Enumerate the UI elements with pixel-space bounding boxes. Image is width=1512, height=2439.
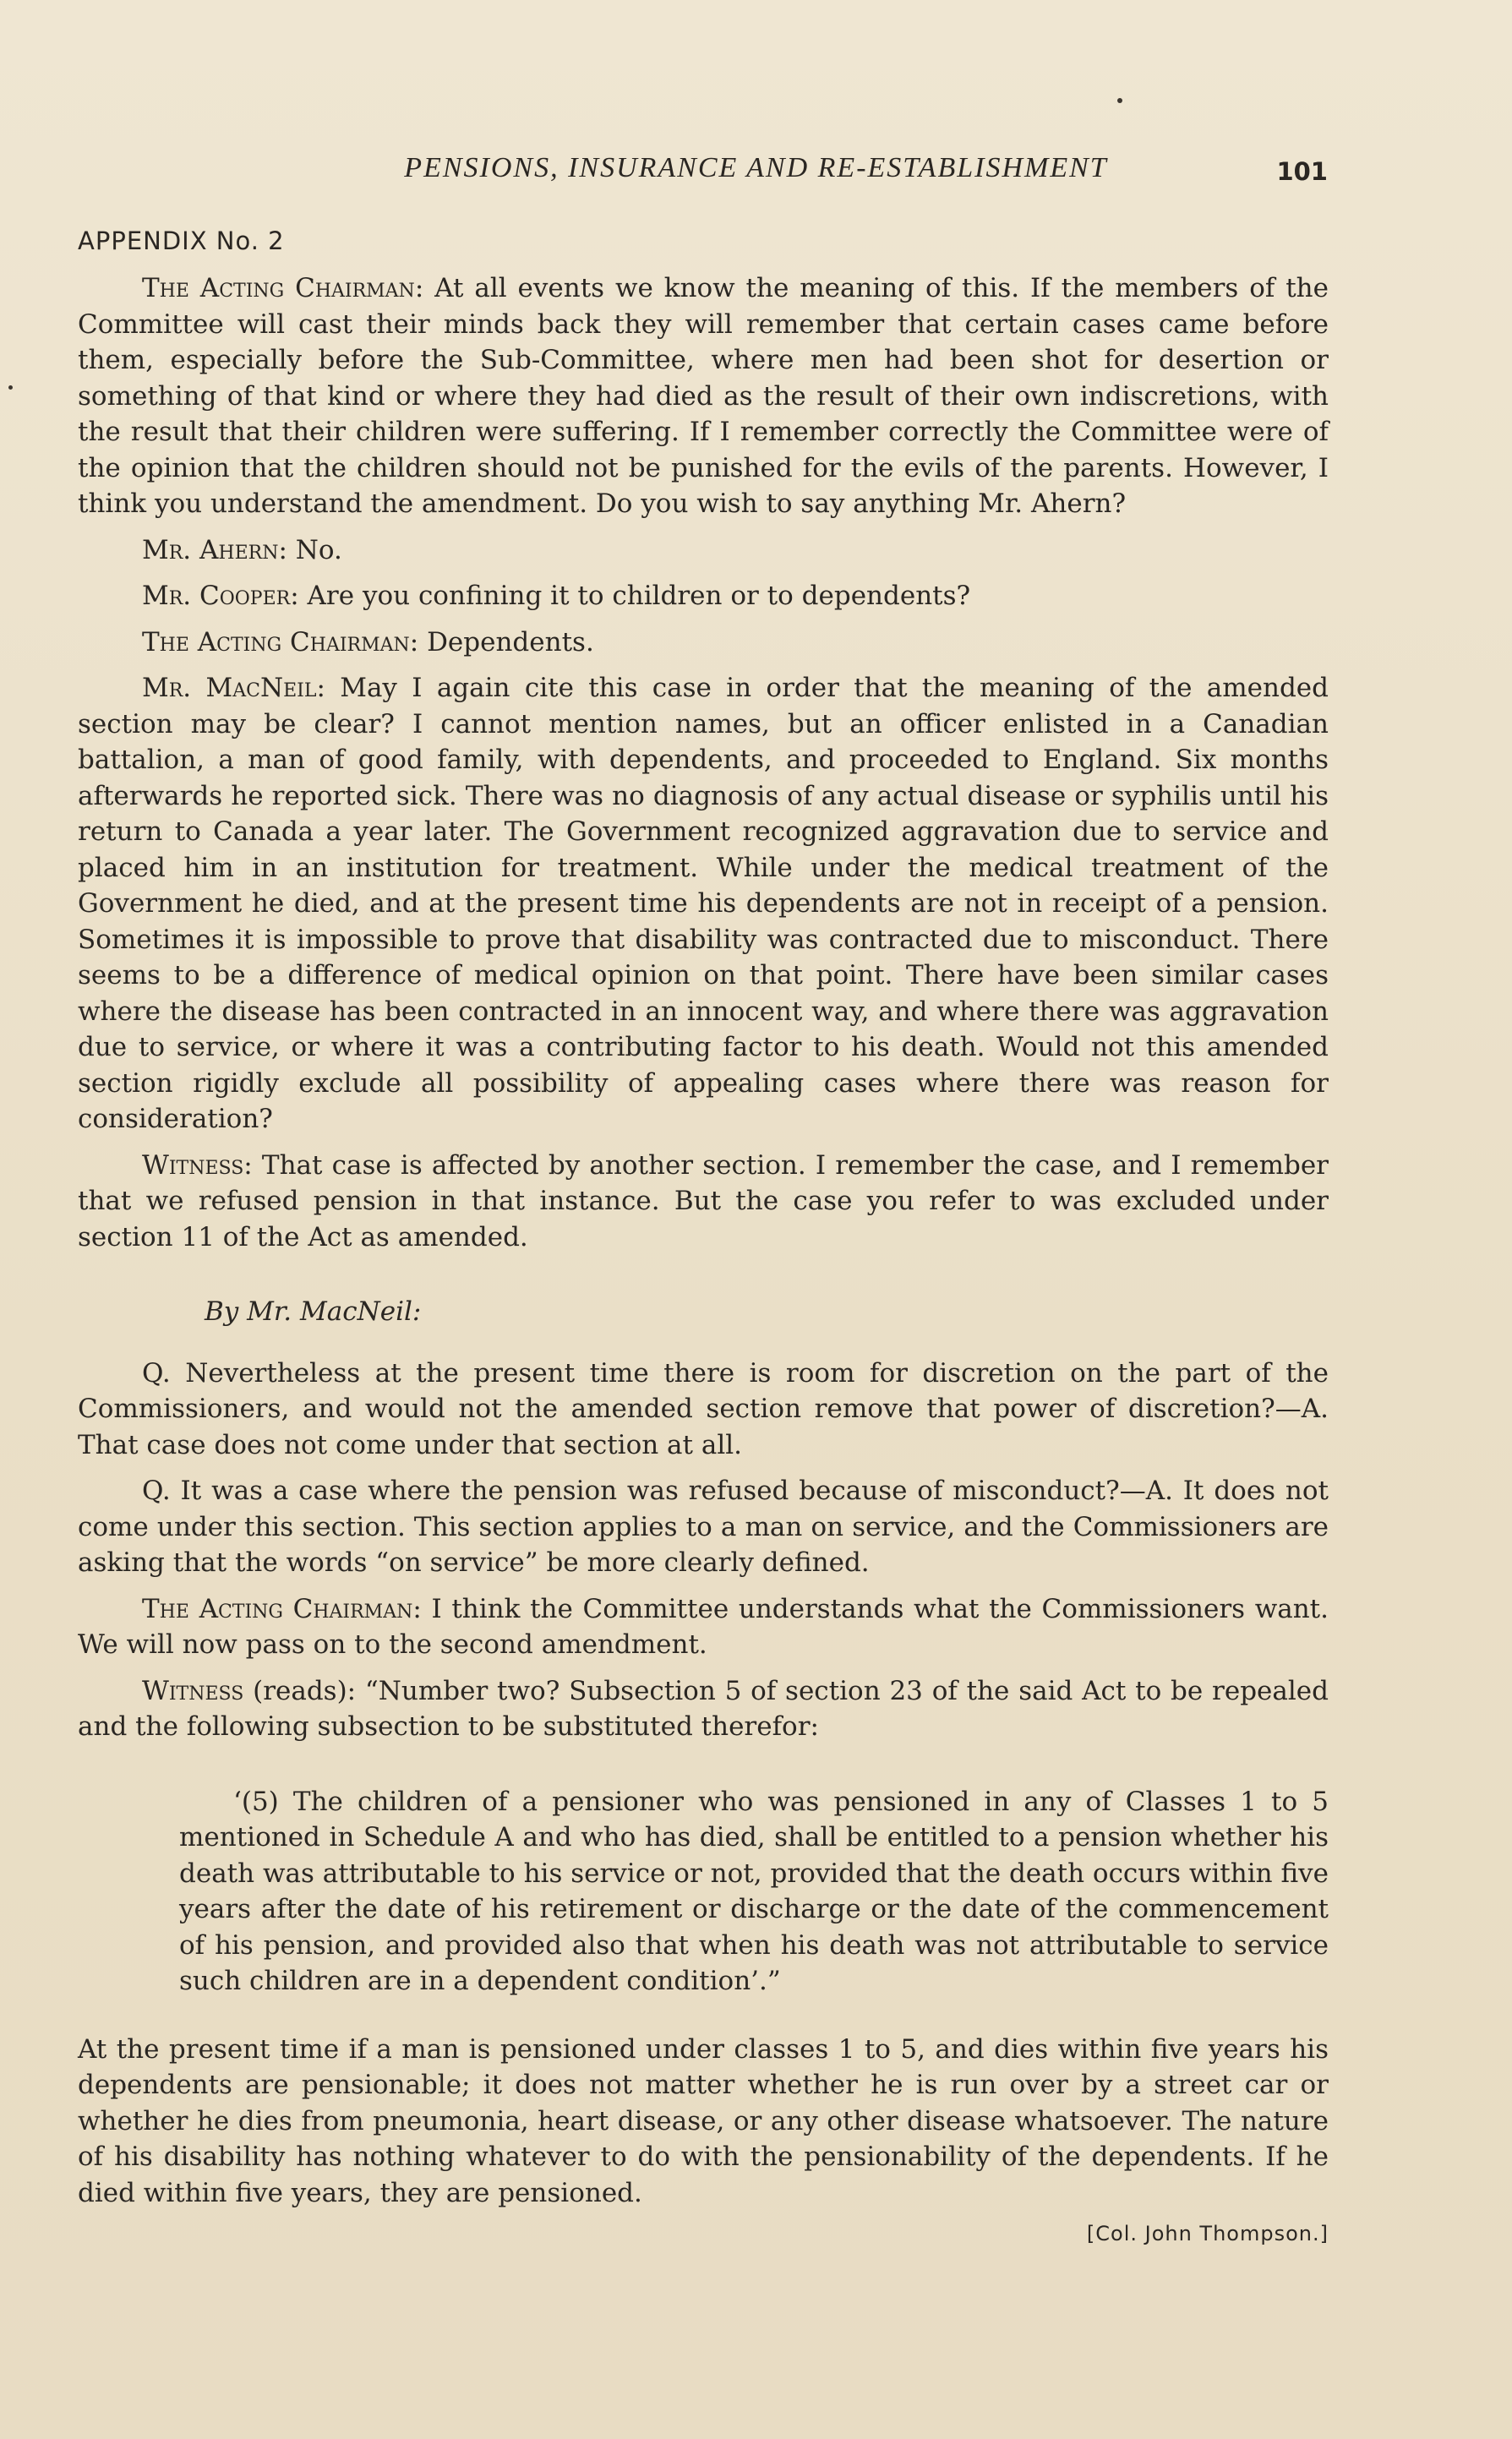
speech-text: At all events we know the meaning of this. If the members of the Committee will cast their minds back they will remember that certain cases came before them, especially before the Sub-Committee, where men had been shot for desertion or something of that kind or where they had died as the result of their own indiscretions, with the result that their children were suffering. If I remember correctly the Committee were of the opinion that the children should not be punished for the evils of the parents. However, I think you understand the amendment. Do you wish to say anything Mr. Ahern? xyxy=(78,273,1329,519)
appendix-label: APPENDIX No. 2 xyxy=(78,226,285,255)
speaker-name: The Acting Chairman xyxy=(142,626,410,657)
speaker-name: The Acting Chairman xyxy=(142,273,415,303)
paragraph-acting-chairman-2: The Acting Chairman: Dependents. xyxy=(142,626,594,657)
speech-text: Dependents. xyxy=(427,626,594,657)
speaker-name: Witness xyxy=(142,1675,244,1706)
paragraph-acting-chairman-1: The Acting Chairman: At all events we know the meaning of this. If the members of the Committee will cast their minds back they will remember that certain cases came before them, especially before the Sub-Committee, where men had been shot for desertion or something of that kind or where they had died as the result of their own indiscretions, with the result that their children were suffering. If I remember correctly the Committee were of the opinion that the children should not be punished for the evils of the parents. However, I think you understand the amendment. Do you wish to say anything Mr. Ahern? xyxy=(78,273,1329,519)
qa-item: Q. It was a case where the pension was refused because of misconduct?—A. It does not come under this section. This section applies to a man on service, and the Commissioners are asking that the words “on service” be more clearly defined. xyxy=(78,1476,1329,1578)
qa-item: Q. Nevertheless at the present time there is room for discretion on the part of the Commissioners, and would not the amended section remove that power of discretion?—A. That case does not come under that section at all. xyxy=(78,1357,1329,1460)
by-line: By Mr. MacNeil: xyxy=(205,1296,422,1327)
closing-paragraph: At the present time if a man is pensioned under classes 1 to 5, and dies within five years his dependents are pensionable; it does not matter whether he is run over by a street car or whether he dies from pneumonia, heart disease, or any other disease whatsoever. The nature of his disability has nothing whatever to do with the pensionability of the dependents. If he died within five years, they are pensioned. xyxy=(78,2033,1329,2208)
speech-text: No. xyxy=(295,534,342,565)
page-number: 101 xyxy=(1276,157,1328,186)
ink-speck xyxy=(1117,98,1122,103)
speech-text: Are you confining it to children or to dependents? xyxy=(307,581,971,611)
speaker-name: Mr. MacNeil xyxy=(142,673,317,703)
speaker-name: The Acting Chairman xyxy=(142,1593,413,1624)
running-header: PENSIONS, INSURANCE AND RE-ESTABLISHMENT xyxy=(404,152,1108,183)
paragraph-ahern: Mr. Ahern: No. xyxy=(142,534,342,565)
speaker-name: Witness xyxy=(142,1149,244,1181)
body-text xyxy=(78,270,1329,2252)
speech-text: I think the Committee understands what the Commissioners want. We will now pass on to the second amendment. xyxy=(78,1593,1329,1660)
speaker-name: Mr. Ahern xyxy=(142,534,279,565)
quote-text: ‘(5) The children of a pensioner who was pensioned in any of Classes 1 to 5 mentioned in Schedule A and who has died, shall be entitled to a pension whether his death was attributable to his service or not, provided that the death occurs within five years after the date of his retirement or discharge or the date of the commencement of his pension, and provided also that when his death was not attributable to service such children are in a dependent condition’.” xyxy=(179,1786,1329,1996)
ink-speck xyxy=(8,385,13,390)
speaker-name: Mr. Cooper xyxy=(142,581,291,611)
paragraph-witness-1: Witness: That case is affected by another section. I remember the case, and I remember that we refused pension in that instance. But the case you refer to was excluded under section 11 of the Act as amended. xyxy=(78,1149,1329,1252)
speech-text: (reads): “Number two? Subsection 5 of section 23 of the said Act to be repealed and the following subsection to be substituted therefor: xyxy=(78,1675,1329,1742)
speech-text: That case is affected by another section. I remember the case, and I remember that we refused pension in that instance. But the case you refer to was excluded under section 11 of the Act as amended. xyxy=(78,1149,1329,1252)
paragraph-witness-reads xyxy=(78,1673,1329,1745)
paragraph-macneil: Mr. MacNeil: May I again cite this case in order that the meaning of the amended section may be clear? I cannot mention names, but an officer enlisted in a Canadian battalion, a man of good family, with dependents, and proceeded to England. Six months afterwards he reported sick. There was no diagnosis of any actual disease or syphilis until his return to Canada a year later. The Government recognized aggravation due to service and placed him in an institution for treatment. While under the medical treatment of the Government he died, and at the present time his dependents are not in receipt of a pension. Sometimes it is impossible to prove that disability was contracted due to misconduct. There seems to be a difference of medical opinion on that point. There have been similar cases where the disease has been contracted in an innocent way, and where there was aggravation due to service, or where it was a contributing factor to his death. Would not this amended section rigidly exclude all possibility of appealing cases where there was reason for consideration? xyxy=(78,673,1329,1134)
paragraph-cooper: Mr. Cooper: Are you confining it to children or to dependents? xyxy=(142,581,971,611)
quoted-subsection xyxy=(78,1784,1329,2000)
speech-text: May I again cite this case in order that the meaning of the amended section may be clear? I cannot mention names, but an officer enlisted in a Canadian battalion, a man of good family, with dependents, and proceeded to England. Six months afterwards he reported sick. There was no diagnosis of any actual disease or syphilis until his return to Canada a year later. The Government recognized aggravation due to service and placed him in an institution for treatment. While under the medical treatment of the Government he died, and at the present time his dependents are not in receipt of a pension. Sometimes it is impossible to prove that disability was contracted due to misconduct. There seems to be a difference of medical opinion on that point. There have been similar cases where the disease has been contracted in an innocent way, and where there was aggravation due to service, or where it was a contributing factor to his death. Would not this amended section rigidly exclude all possibility of appealing cases where there was reason for consideration? xyxy=(78,673,1329,1134)
speaker-credit: [Col. John Thompson.] xyxy=(1086,2222,1329,2245)
paragraph-acting-chairman-3: The Acting Chairman: I think the Committee understands what the Commissioners want. We will now pass on to the second amendment. xyxy=(78,1593,1329,1660)
